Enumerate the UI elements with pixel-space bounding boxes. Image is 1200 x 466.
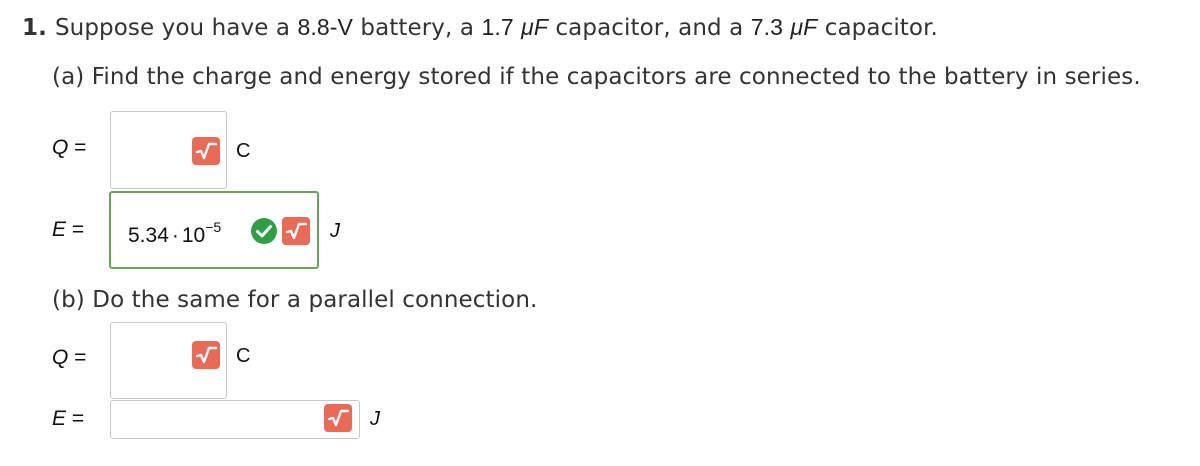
part-a-e-unit: J xyxy=(330,220,340,242)
part-a-e-value: $5.34 \cdot 10^{-5}$ xyxy=(128,219,222,247)
question-text: 1. Suppose you have a 8.8-V battery, a 1.7 μF capacitor, and a 7.3 μF capacitor. xyxy=(22,14,938,41)
question-number: 1. xyxy=(22,15,47,41)
part-a-prompt: (a) Find the charge and energy stored if the capacitors are connected to the battery in series. xyxy=(52,64,1141,90)
square-root-icon xyxy=(327,408,349,428)
check-circle-icon xyxy=(250,217,278,245)
square-root-icon xyxy=(195,345,217,365)
capacitance-1: 1.7 xyxy=(481,14,514,40)
part-b-e-sqrt-button[interactable] xyxy=(324,404,352,432)
part-b-q-sqrt-button[interactable] xyxy=(192,341,220,369)
part-a-e-label: E = xyxy=(52,218,85,241)
voltage-value: 8.8-V xyxy=(297,14,353,40)
part-b-q-label: Q = xyxy=(52,346,87,369)
capacitance-2: 7.3 xyxy=(750,14,784,40)
part-a-q-unit: C xyxy=(236,140,251,162)
square-root-icon xyxy=(195,141,217,161)
part-b-prompt: (b) Do the same for a parallel connection. xyxy=(52,287,538,313)
part-b-q-unit: C xyxy=(236,345,251,367)
part-b-e-input[interactable] xyxy=(110,400,360,439)
part-a-q-sqrt-button[interactable] xyxy=(192,137,220,165)
square-root-icon xyxy=(285,221,307,241)
part-b-e-unit: J xyxy=(370,408,380,430)
part-b-e-label: E = xyxy=(52,407,85,430)
part-a-e-sqrt-button[interactable] xyxy=(282,217,310,245)
part-a-q-label: Q = xyxy=(52,136,87,159)
